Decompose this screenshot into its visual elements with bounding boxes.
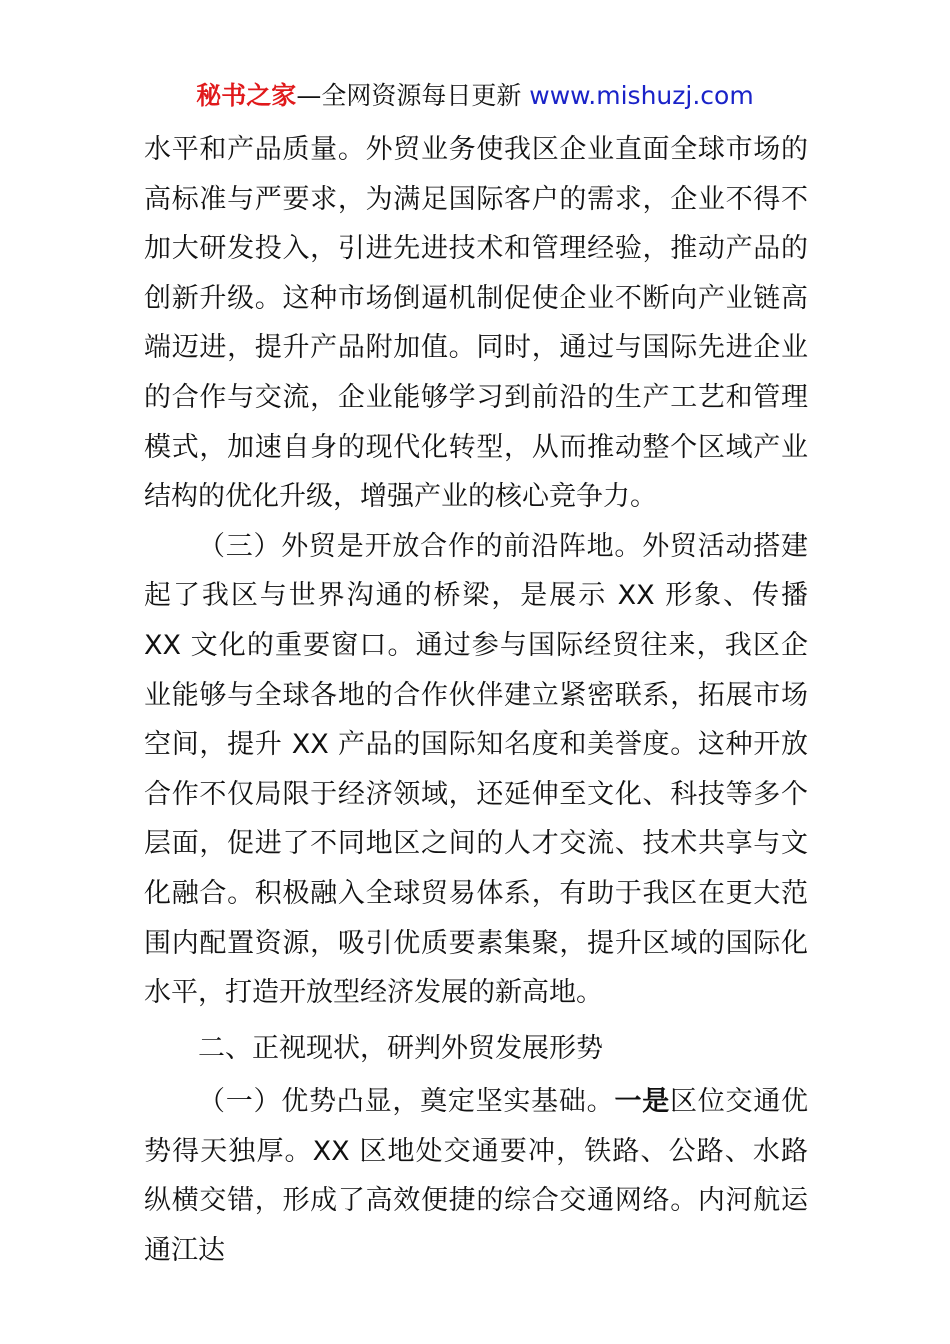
paragraph-3-rest: 区位交通优势得天独厚。XX 区地处交通要冲，铁路、公路、水路纵横交错，形成了高效便捷的综合交通网络。内河航运通江达	[144, 1086, 809, 1267]
header-tagline: —全网资源每日更新	[296, 81, 530, 110]
site-url[interactable]: www.mishuzj.com	[529, 81, 754, 110]
document-body	[144, 125, 808, 1276]
section-heading: 二、正视现状，研判外贸发展形势	[198, 1032, 603, 1064]
paragraph-2: （三）外贸是开放合作的前沿阵地。外贸活动搭建起了我区与世界沟通的桥梁，是展示 XX 形象、传播 XX 文化的重要窗口。通过参与国际经贸往来，我区企业能够与全球各地的合作伙伴建立紧密联系，拓展市场空间，提升 XX 产品的国际知名度和美誉度。这种开放合作不仅局限于经济领域，还延伸至文化、科技等多个层面，促进了不同地区之间的人才交流、技术共享与文化融合。积极融入全球贸易体系，有助于我区在更大范围内配置资源，吸引优质要素集聚，提升区域的国际化水平，打造开放型经济发展的新高地。	[144, 530, 808, 1009]
site-header	[0, 80, 950, 112]
paragraph-3-bold: 一是	[614, 1086, 670, 1118]
paragraph-3-lead: （一）优势凸显，奠定坚实基础。	[198, 1086, 615, 1118]
paragraph-1: 水平和产品质量。外贸业务使我区企业直面全球市场的高标准与严要求，为满足国际客户的需求，企业不得不加大研发投入，引进先进技术和管理经验，推动产品的创新升级。这种市场倒逼机制促使企业不断向产业链高端迈进，提升产品附加值。同时，通过与国际先进企业的合作与交流，企业能够学习到前沿的生产工艺和管理模式，加速自身的现代化转型，从而推动整个区域产业结构的优化升级，增强产业的核心竞争力。	[144, 134, 808, 513]
brand-name: 秘书之家	[196, 81, 297, 110]
paragraph-3	[144, 1077, 808, 1275]
